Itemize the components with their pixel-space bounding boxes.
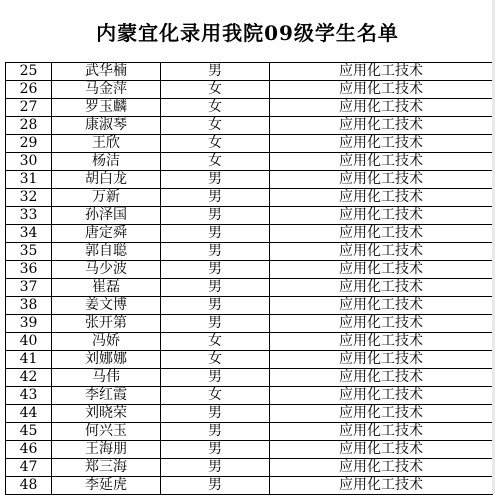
gender-cell: 男 [161,477,270,495]
major-cell: 应用化工技术 [270,81,493,99]
student-name-cell: 崔磊 [52,279,161,297]
student-number-cell: 44 [6,405,52,423]
major-cell: 应用化工技术 [270,441,493,459]
student-number-cell: 35 [6,243,52,261]
student-number-cell: 34 [6,225,52,243]
gender-cell: 男 [161,243,270,261]
student-number-cell: 47 [6,459,52,477]
major-cell: 应用化工技术 [270,477,493,495]
table-row [6,351,493,369]
table-row [6,279,493,297]
table-row [6,405,493,423]
student-name-cell: 胡白龙 [52,171,161,189]
table-row [6,369,493,387]
student-name-cell: 姜文博 [52,297,161,315]
student-number-cell: 40 [6,333,52,351]
student-number-cell: 32 [6,189,52,207]
student-name-cell: 何兴玉 [52,423,161,441]
student-name-cell: 李延虎 [52,477,161,495]
student-name-cell: 孙泽国 [52,207,161,225]
major-cell: 应用化工技术 [270,315,493,333]
student-number-cell: 41 [6,351,52,369]
gender-cell: 男 [161,261,270,279]
table-row [6,459,493,477]
major-cell: 应用化工技术 [270,189,493,207]
student-number-cell: 42 [6,369,52,387]
student-number-cell: 45 [6,423,52,441]
table-row [6,153,493,171]
table-row [6,225,493,243]
gender-cell: 男 [161,315,270,333]
major-cell: 应用化工技术 [270,225,493,243]
student-name-cell: 郭自聪 [52,243,161,261]
gender-cell: 女 [161,135,270,153]
major-cell: 应用化工技术 [270,63,493,81]
gender-cell: 男 [161,441,270,459]
major-cell: 应用化工技术 [270,207,493,225]
major-cell: 应用化工技术 [270,333,493,351]
student-number-cell: 48 [6,477,52,495]
table-row [6,99,493,117]
student-number-cell: 25 [6,63,52,81]
student-name-cell: 唐定舜 [52,225,161,243]
table-row [6,423,493,441]
student-number-cell: 30 [6,153,52,171]
title-area [0,0,495,62]
major-cell: 应用化工技术 [270,171,493,189]
major-cell: 应用化工技术 [270,351,493,369]
major-cell: 应用化工技术 [270,459,493,477]
student-name-cell: 王海朋 [52,441,161,459]
student-name-cell: 刘晓荣 [52,405,161,423]
table-row [6,261,493,279]
gender-cell: 女 [161,117,270,135]
table-row [6,441,493,459]
gender-cell: 男 [161,189,270,207]
major-cell: 应用化工技术 [270,243,493,261]
table-row [6,171,493,189]
student-number-cell: 29 [6,135,52,153]
major-cell: 应用化工技术 [270,153,493,171]
student-name-cell: 马少波 [52,261,161,279]
student-name-cell: 康淑琴 [52,117,161,135]
gender-cell: 男 [161,171,270,189]
roster-body [6,63,493,495]
gender-cell: 男 [161,369,270,387]
table-row [6,81,493,99]
student-name-cell: 李红霞 [52,387,161,405]
student-roster-table [5,62,493,495]
gender-cell: 男 [161,459,270,477]
student-name-cell: 杨洁 [52,153,161,171]
table-row [6,333,493,351]
student-number-cell: 36 [6,261,52,279]
student-number-cell: 38 [6,297,52,315]
student-number-cell: 28 [6,117,52,135]
major-cell: 应用化工技术 [270,261,493,279]
student-number-cell: 33 [6,207,52,225]
student-name-cell: 马金萍 [52,81,161,99]
gender-cell: 女 [161,81,270,99]
table-row [6,117,493,135]
major-cell: 应用化工技术 [270,387,493,405]
gender-cell: 女 [161,153,270,171]
page-title: 内蒙宜化录用我院09级学生名单 [96,20,399,45]
table-row [6,477,493,495]
student-name-cell: 万新 [52,189,161,207]
table-row [6,315,493,333]
table-row [6,207,493,225]
table-row [6,135,493,153]
student-number-cell: 39 [6,315,52,333]
major-cell: 应用化工技术 [270,423,493,441]
gender-cell: 女 [161,333,270,351]
student-name-cell: 冯娇 [52,333,161,351]
gender-cell: 男 [161,225,270,243]
gender-cell: 女 [161,387,270,405]
gender-cell: 男 [161,207,270,225]
table-row [6,243,493,261]
gender-cell: 男 [161,63,270,81]
gender-cell: 男 [161,297,270,315]
major-cell: 应用化工技术 [270,297,493,315]
gender-cell: 女 [161,99,270,117]
table-row [6,297,493,315]
major-cell: 应用化工技术 [270,369,493,387]
student-number-cell: 27 [6,99,52,117]
student-number-cell: 26 [6,81,52,99]
student-number-cell: 37 [6,279,52,297]
student-name-cell: 王欣 [52,135,161,153]
major-cell: 应用化工技术 [270,99,493,117]
major-cell: 应用化工技术 [270,279,493,297]
gender-cell: 女 [161,351,270,369]
major-cell: 应用化工技术 [270,117,493,135]
student-number-cell: 43 [6,387,52,405]
gender-cell: 男 [161,423,270,441]
student-number-cell: 46 [6,441,52,459]
student-name-cell: 罗玉麟 [52,99,161,117]
major-cell: 应用化工技术 [270,135,493,153]
student-name-cell: 刘娜娜 [52,351,161,369]
gender-cell: 男 [161,405,270,423]
student-name-cell: 郑三海 [52,459,161,477]
student-name-cell: 马伟 [52,369,161,387]
table-row [6,189,493,207]
major-cell: 应用化工技术 [270,405,493,423]
gender-cell: 男 [161,279,270,297]
student-number-cell: 31 [6,171,52,189]
student-name-cell: 张开第 [52,315,161,333]
student-name-cell: 武华楠 [52,63,161,81]
table-row [6,63,493,81]
table-row [6,387,493,405]
